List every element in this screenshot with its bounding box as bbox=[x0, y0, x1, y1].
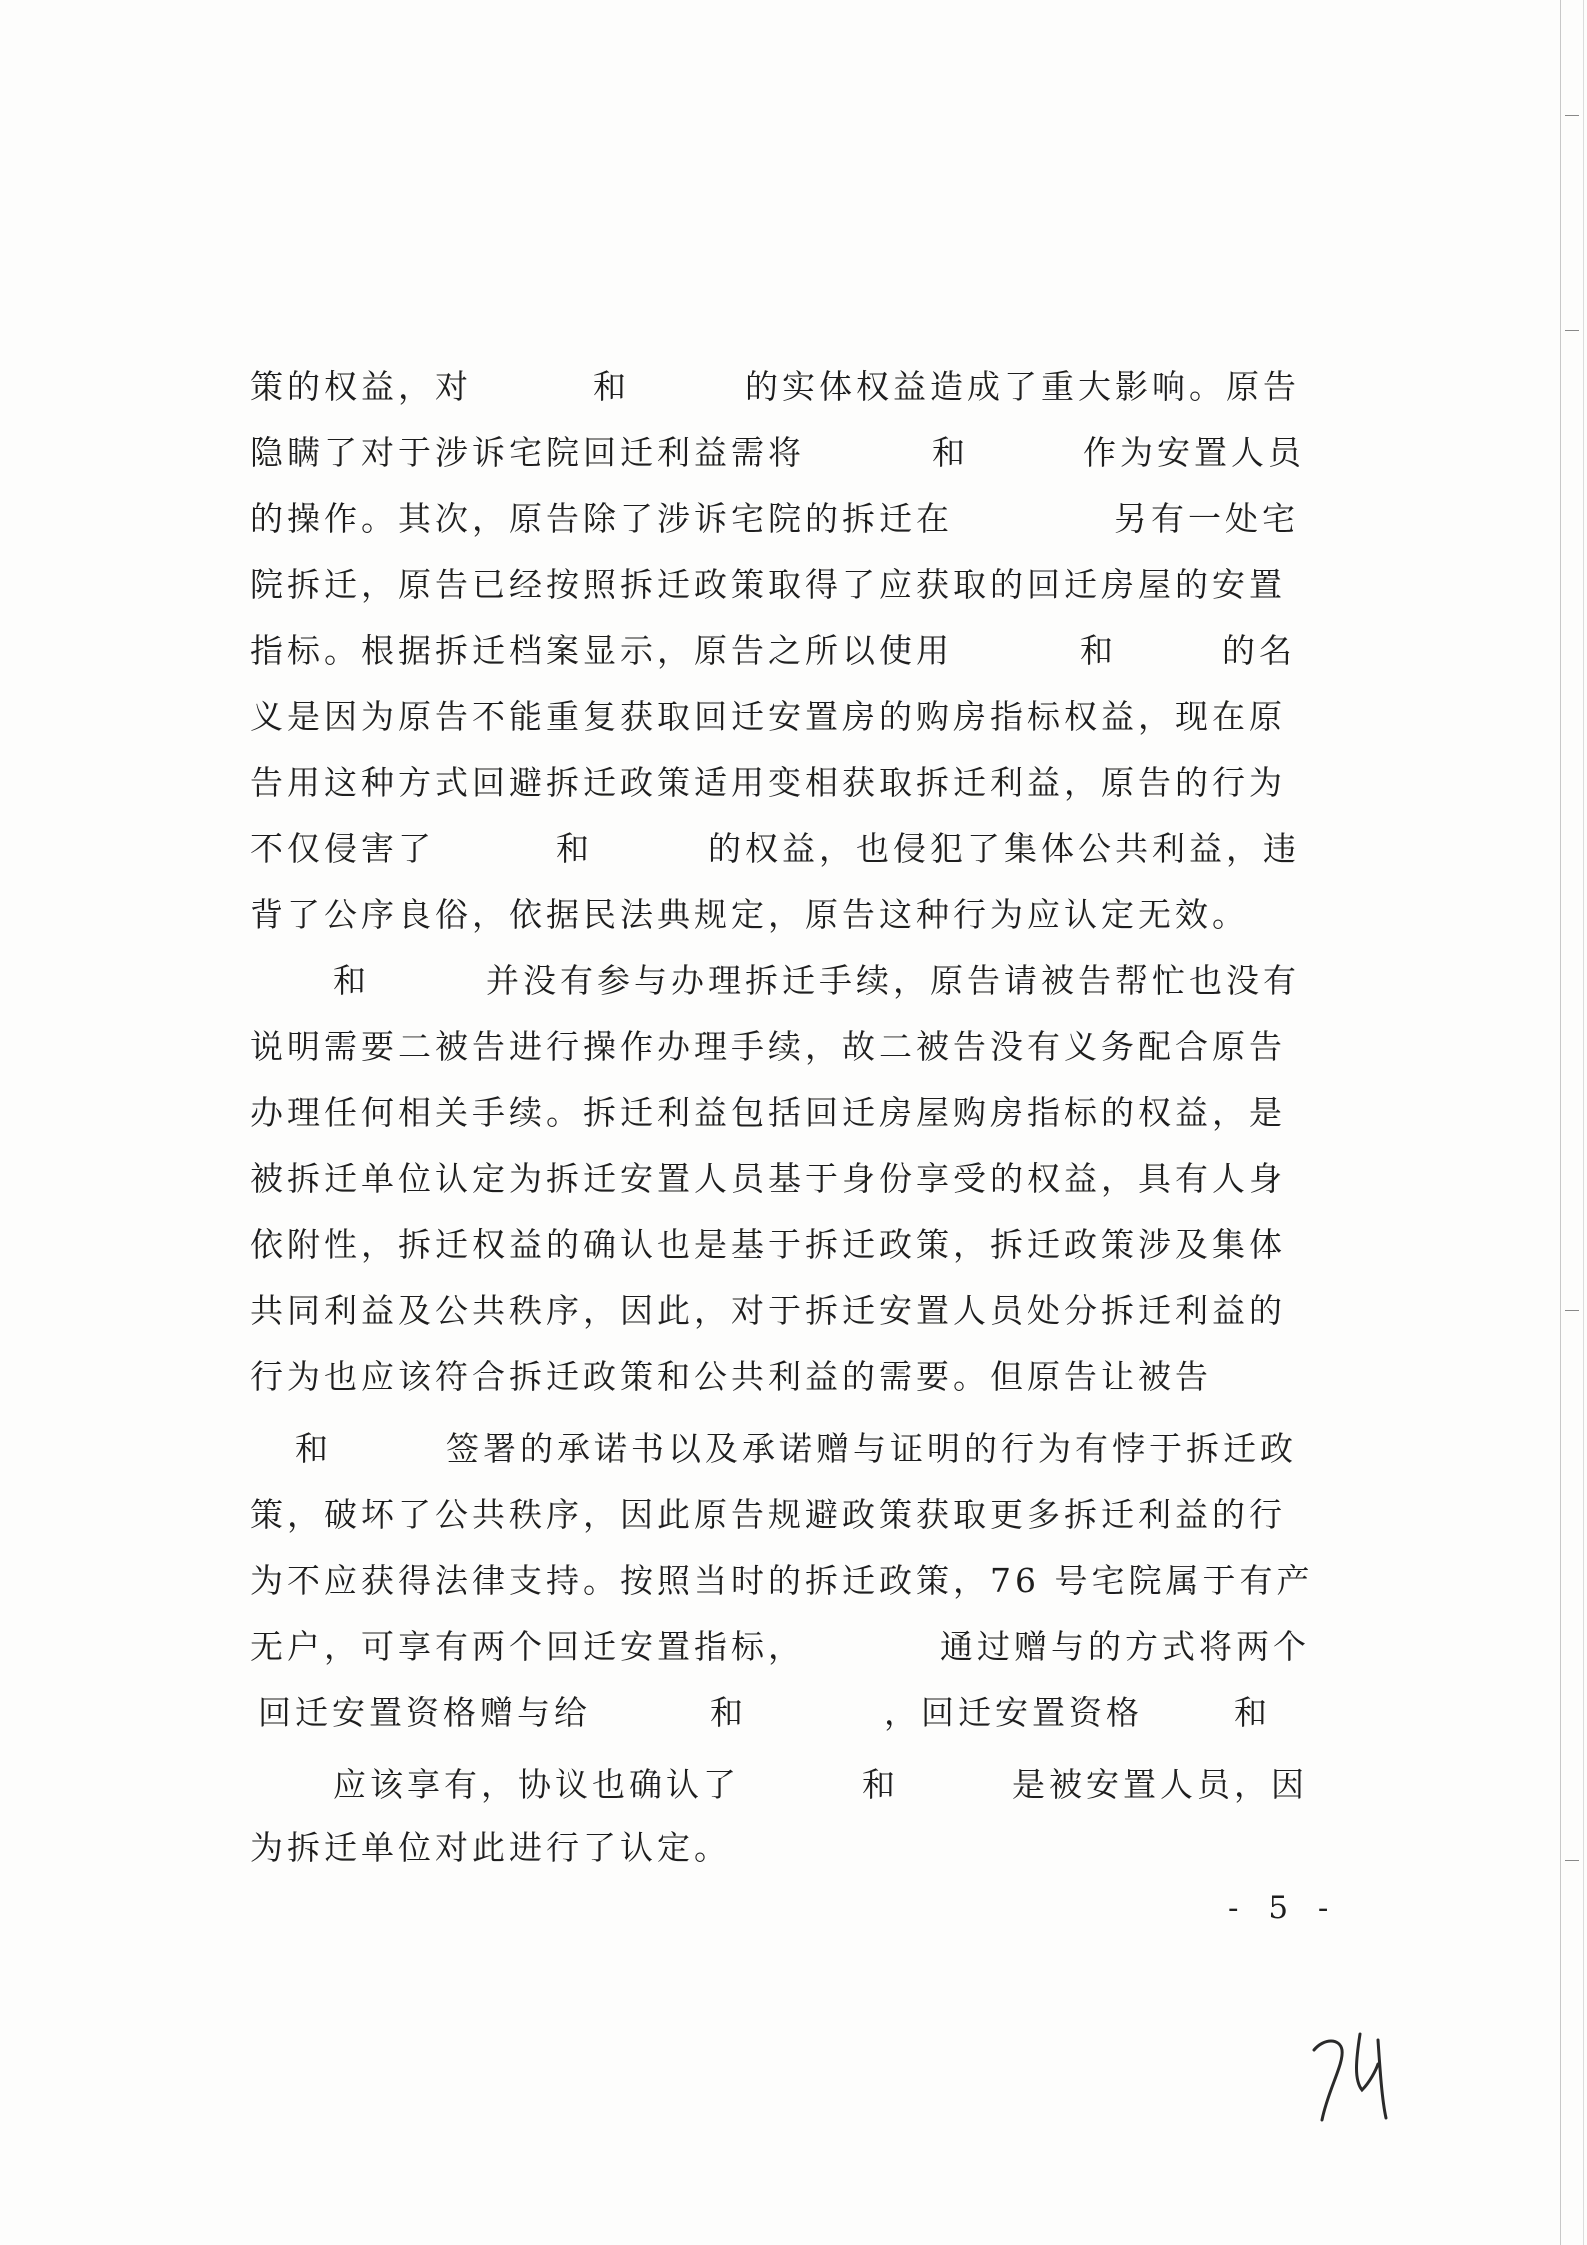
text-fragment: 和 bbox=[862, 1765, 899, 1804]
text-fragment: 义是因为原告不能重复获取回迁安置房的购房指标权益，现在原 bbox=[250, 697, 1286, 736]
text-fragment: 不仅侵害了 bbox=[250, 829, 435, 868]
text-fragment: 是被安置人员，因 bbox=[1012, 1765, 1308, 1804]
text-fragment: 隐瞒了对于涉诉宅院回迁利益需将 bbox=[250, 433, 805, 472]
text-line bbox=[0, 423, 1587, 483]
text-fragment: 和 bbox=[932, 433, 969, 472]
text-fragment: 和 bbox=[333, 961, 370, 1000]
text-line bbox=[0, 1017, 1587, 1077]
text-fragment: 和 bbox=[1234, 1693, 1271, 1732]
text-line bbox=[0, 1818, 1587, 1878]
text-fragment: 和 bbox=[556, 829, 593, 868]
text-line bbox=[0, 687, 1587, 747]
text-fragment: 为拆迁单位对此进行了认定。 bbox=[250, 1828, 731, 1867]
text-line bbox=[0, 1551, 1587, 1611]
text-line bbox=[0, 951, 1587, 1011]
margin-tick-mark bbox=[1565, 115, 1579, 116]
margin-tick-mark bbox=[1565, 330, 1579, 331]
text-line bbox=[0, 357, 1587, 417]
page-number: - 5 - bbox=[1228, 1890, 1339, 1926]
text-fragment: 策，破坏了公共秩序，因此原告规避政策获取更多拆迁利益的行 bbox=[250, 1495, 1286, 1534]
text-fragment: 依附性，拆迁权益的确认也是基于拆迁政策，拆迁政策涉及集体 bbox=[250, 1225, 1286, 1264]
text-fragment: 告用这种方式回避拆迁政策适用变相获取拆迁利益，原告的行为 bbox=[250, 763, 1286, 802]
text-fragment: 和 bbox=[295, 1429, 332, 1468]
text-fragment: 为不应获得法律支持。按照当时的拆迁政策，76 号宅院属于有产 bbox=[250, 1561, 1314, 1600]
text-fragment: 应该享有，协议也确认了 bbox=[333, 1765, 740, 1804]
text-line bbox=[0, 1347, 1587, 1407]
text-fragment: 院拆迁，原告已经按照拆迁政策取得了应获取的回迁房屋的安置 bbox=[250, 565, 1286, 604]
text-fragment: 和 bbox=[593, 367, 630, 406]
handwritten-mark bbox=[1306, 2020, 1416, 2130]
text-fragment: 和 bbox=[710, 1693, 747, 1732]
text-line bbox=[0, 1281, 1587, 1341]
text-fragment: 背了公序良俗，依据民法典规定，原告这种行为应认定无效。 bbox=[250, 895, 1249, 934]
text-line bbox=[0, 1485, 1587, 1545]
text-line bbox=[0, 1149, 1587, 1209]
text-line bbox=[0, 1755, 1587, 1815]
text-fragment: 办理任何相关手续。拆迁利益包括回迁房屋购房指标的权益，是 bbox=[250, 1093, 1286, 1132]
text-fragment: 的操作。其次，原告除了涉诉宅院的拆迁在 bbox=[250, 499, 953, 538]
text-line bbox=[0, 819, 1587, 879]
text-fragment: 行为也应该符合拆迁政策和公共利益的需要。但原告让被告 bbox=[250, 1357, 1212, 1396]
text-line bbox=[0, 1083, 1587, 1143]
text-fragment: 策的权益，对 bbox=[250, 367, 472, 406]
text-fragment: 另有一处宅 bbox=[1114, 499, 1299, 538]
text-fragment: 和 bbox=[1080, 631, 1117, 670]
text-fragment: 共同利益及公共秩序，因此，对于拆迁安置人员处分拆迁利益的 bbox=[250, 1291, 1286, 1330]
text-line bbox=[0, 1419, 1587, 1479]
text-line bbox=[0, 753, 1587, 813]
text-fragment: 作为安置人员 bbox=[1083, 433, 1305, 472]
text-line bbox=[0, 885, 1587, 945]
text-line bbox=[0, 1683, 1587, 1743]
text-fragment: 的实体权益造成了重大影响。原告 bbox=[745, 367, 1300, 406]
text-fragment: 的权益，也侵犯了集体公共利益，违 bbox=[708, 829, 1300, 868]
text-fragment: 无户，可享有两个回迁安置指标， bbox=[250, 1627, 805, 1666]
text-fragment: 回迁安置资格赠与给 bbox=[258, 1693, 591, 1732]
text-fragment: 签署的承诺书以及承诺赠与证明的行为有悖于拆迁政 bbox=[446, 1429, 1297, 1468]
text-line bbox=[0, 1617, 1587, 1677]
text-line bbox=[0, 621, 1587, 681]
text-line bbox=[0, 1215, 1587, 1275]
text-fragment: 的名 bbox=[1222, 631, 1296, 670]
text-fragment: 说明需要二被告进行操作办理手续，故二被告没有义务配合原告 bbox=[250, 1027, 1286, 1066]
text-line bbox=[0, 489, 1587, 549]
text-line bbox=[0, 555, 1587, 615]
text-fragment: 指标。根据拆迁档案显示，原告之所以使用 bbox=[250, 631, 953, 670]
text-fragment: ，回迁安置资格 bbox=[884, 1693, 1143, 1732]
text-fragment: 并没有参与办理拆迁手续，原告请被告帮忙也没有 bbox=[486, 961, 1300, 1000]
text-fragment: 通过赠与的方式将两个 bbox=[940, 1627, 1310, 1666]
text-fragment: 被拆迁单位认定为拆迁安置人员基于身份享受的权益，具有人身 bbox=[250, 1159, 1286, 1198]
